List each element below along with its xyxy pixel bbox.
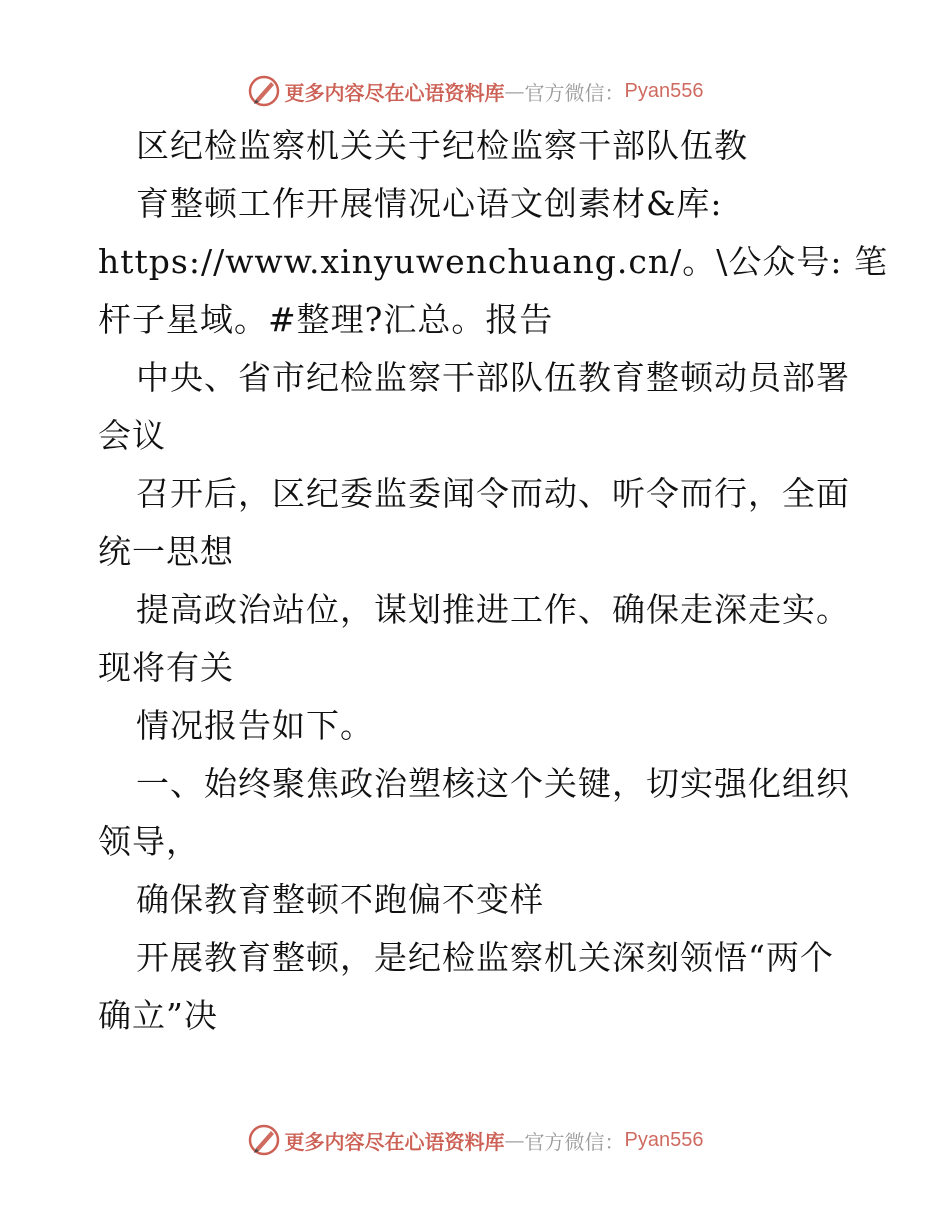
pen-logo-icon bbox=[247, 1123, 281, 1157]
doc-line: 情况报告如下。 bbox=[136, 706, 374, 745]
doc-line: 中央、省市纪检监察干部队伍教育整顿动员部署 bbox=[136, 358, 850, 397]
doc-line: 提高政治站位，谋划推进工作、确保走深走实。 bbox=[136, 590, 850, 629]
document-body bbox=[98, 117, 888, 1045]
watermark-contact: Pyan556 bbox=[624, 1128, 704, 1151]
watermark-contact: Pyan556 bbox=[624, 79, 704, 102]
pen-logo-icon bbox=[247, 74, 281, 108]
doc-line: 统一思想 bbox=[98, 532, 234, 571]
doc-line: 领导， bbox=[98, 822, 200, 861]
doc-line: https://www.xinyuwenchuang.cn/。\公众号: 笔 bbox=[98, 242, 888, 281]
watermark-separator: — bbox=[504, 79, 525, 103]
doc-line: 召开后，区纪委监委闻令而动、听令而行，全面 bbox=[136, 474, 850, 513]
watermark-header bbox=[0, 71, 950, 111]
doc-line: 杆子星域。#整理?汇总。报告 bbox=[98, 300, 554, 339]
doc-line: 会议 bbox=[98, 416, 166, 455]
doc-line: 现将有关 bbox=[98, 648, 234, 687]
watermark-footer bbox=[0, 1120, 950, 1160]
doc-line: 区纪检监察机关关于纪检监察干部队伍教 bbox=[136, 126, 748, 165]
watermark-label: 官方微信： bbox=[524, 1129, 625, 1154]
doc-line: 确立”决 bbox=[98, 996, 218, 1035]
watermark-separator: — bbox=[504, 1128, 525, 1152]
doc-line: 育整顿工作开展情况心语文创素材&库: bbox=[136, 184, 723, 223]
doc-line: 开展教育整顿，是纪检监察机关深刻领悟“两个 bbox=[136, 938, 834, 977]
doc-line: 一、始终聚焦政治塑核这个关键，切实强化组织 bbox=[136, 764, 850, 803]
doc-line: 确保教育整顿不跑偏不变样 bbox=[136, 880, 544, 919]
watermark-brand: 更多内容尽在心语资料库 bbox=[284, 80, 505, 105]
watermark-label: 官方微信： bbox=[524, 80, 625, 105]
watermark-brand: 更多内容尽在心语资料库 bbox=[284, 1129, 505, 1154]
